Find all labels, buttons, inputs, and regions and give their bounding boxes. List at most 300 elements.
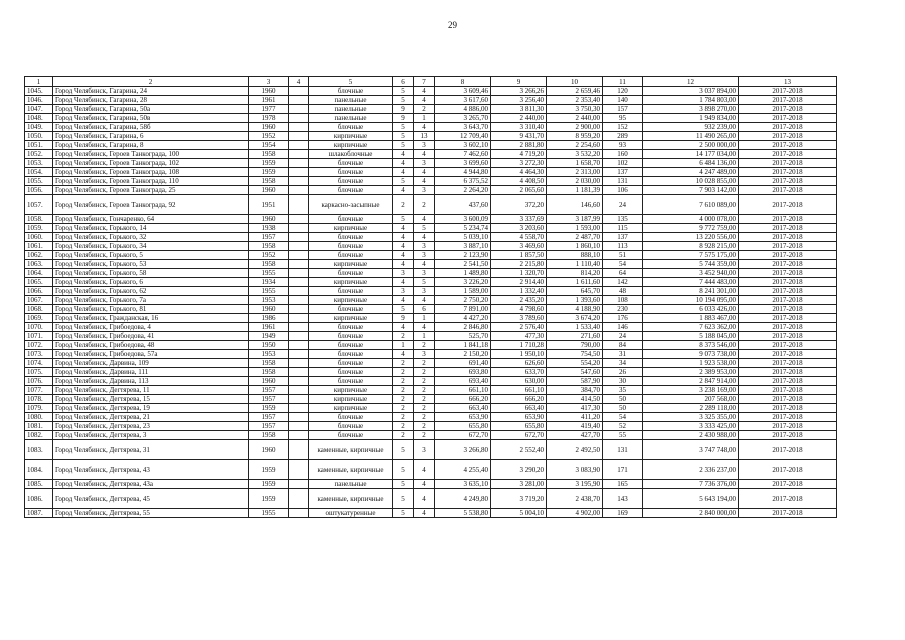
cell-row-index: 1050. — [25, 132, 53, 141]
cell-row-index: 1055. — [25, 177, 53, 186]
cell-entrances: 1 — [414, 114, 435, 123]
cell-address: Город Челябинск, Дарвина, 113 — [53, 377, 249, 386]
cell-build-year: 1959 — [249, 404, 289, 413]
column-header-4: 4 — [289, 77, 309, 87]
cell-floors: 5 — [393, 460, 414, 480]
cell-entrances: 3 — [414, 440, 435, 460]
cell-address: Город Челябинск, Горького, 6 — [53, 278, 249, 287]
cell-wall-material: кирпичные — [309, 278, 393, 287]
cell-build-year: 1961 — [249, 96, 289, 105]
cell-floors: 9 — [393, 314, 414, 323]
cell-wall-material: кирпичные — [309, 296, 393, 305]
table-row — [25, 350, 837, 359]
cell-residential-area: 661,10 — [491, 386, 547, 395]
cell-blank — [289, 386, 309, 395]
cell-address: Город Челябинск, Горького, 62 — [53, 287, 249, 296]
cell-residential-area: 3 811,30 — [491, 105, 547, 114]
cell-blank — [289, 296, 309, 305]
cell-residential-area: 3 789,60 — [491, 314, 547, 323]
cell-private-area: 754,50 — [547, 350, 603, 359]
cell-total-area: 653,90 — [435, 413, 491, 422]
table-row — [25, 132, 837, 141]
cell-residential-area: 372,20 — [491, 195, 547, 215]
cell-repair-period: 2017-2018 — [739, 96, 837, 105]
cell-address: Город Челябинск, Дарвина, 111 — [53, 368, 249, 377]
cell-wall-material: блочные — [309, 87, 393, 96]
cell-wall-material: панельные — [309, 480, 393, 489]
cell-blank — [289, 489, 309, 509]
cell-row-index: 1061. — [25, 242, 53, 251]
cell-repair-cost: 207 568,00 — [643, 395, 739, 404]
cell-row-index: 1072. — [25, 341, 53, 350]
cell-blank — [289, 141, 309, 150]
cell-repair-period: 2017-2018 — [739, 251, 837, 260]
cell-total-area: 2 750,20 — [435, 296, 491, 305]
cell-row-index: 1066. — [25, 287, 53, 296]
cell-repair-cost: 6 033 426,00 — [643, 305, 739, 314]
cell-residents: 176 — [603, 314, 643, 323]
cell-floors: 5 — [393, 480, 414, 489]
cell-blank — [289, 341, 309, 350]
cell-repair-period: 2017-2018 — [739, 395, 837, 404]
cell-residential-area: 3 203,60 — [491, 224, 547, 233]
cell-build-year: 1961 — [249, 323, 289, 332]
cell-residents: 169 — [603, 509, 643, 518]
cell-floors: 2 — [393, 422, 414, 431]
cell-row-index: 1048. — [25, 114, 53, 123]
cell-private-area: 2 900,00 — [547, 123, 603, 132]
cell-wall-material: кирпичные — [309, 141, 393, 150]
cell-wall-material: каркасно-засыпные — [309, 195, 393, 215]
cell-residential-area: 2 440,00 — [491, 114, 547, 123]
cell-row-index: 1046. — [25, 96, 53, 105]
cell-row-index: 1073. — [25, 350, 53, 359]
cell-repair-period: 2017-2018 — [739, 114, 837, 123]
cell-blank — [289, 251, 309, 260]
cell-entrances: 6 — [414, 305, 435, 314]
cell-build-year: 1949 — [249, 332, 289, 341]
cell-private-area: 2 438,70 — [547, 489, 603, 509]
cell-wall-material: блочные — [309, 431, 393, 440]
cell-blank — [289, 186, 309, 195]
cell-wall-material: блочные — [309, 251, 393, 260]
cell-entrances: 4 — [414, 509, 435, 518]
cell-private-area: 2 659,46 — [547, 87, 603, 96]
cell-entrances: 4 — [414, 296, 435, 305]
cell-build-year: 1957 — [249, 395, 289, 404]
table-row — [25, 215, 837, 224]
cell-residential-area: 5 004,10 — [491, 509, 547, 518]
cell-floors: 5 — [393, 123, 414, 132]
table-row — [25, 341, 837, 350]
cell-residents: 115 — [603, 224, 643, 233]
cell-row-index: 1051. — [25, 141, 53, 150]
cell-blank — [289, 278, 309, 287]
cell-residents: 140 — [603, 96, 643, 105]
cell-private-area: 2 492,50 — [547, 440, 603, 460]
cell-private-area: 3 532,20 — [547, 150, 603, 159]
cell-total-area: 2 264,20 — [435, 186, 491, 195]
cell-total-area: 691,40 — [435, 359, 491, 368]
cell-repair-cost: 3 325 355,00 — [643, 413, 739, 422]
cell-entrances: 2 — [414, 395, 435, 404]
cell-entrances: 5 — [414, 278, 435, 287]
cell-repair-cost: 9 073 738,00 — [643, 350, 739, 359]
table-row — [25, 323, 837, 332]
cell-address: Город Челябинск, Горького, 81 — [53, 305, 249, 314]
cell-entrances: 2 — [414, 431, 435, 440]
table-row — [25, 195, 837, 215]
cell-address: Город Челябинск, Гагарина, 50а — [53, 105, 249, 114]
cell-repair-cost: 1 949 834,00 — [643, 114, 739, 123]
cell-total-area: 3 602,10 — [435, 141, 491, 150]
table-row — [25, 186, 837, 195]
cell-address: Город Челябинск, Героев Танкограда, 25 — [53, 186, 249, 195]
cell-residential-area: 3 281,00 — [491, 480, 547, 489]
cell-blank — [289, 413, 309, 422]
cell-repair-cost: 7 623 362,00 — [643, 323, 739, 332]
cell-entrances: 3 — [414, 287, 435, 296]
cell-residents: 165 — [603, 480, 643, 489]
cell-wall-material: блочные — [309, 168, 393, 177]
cell-residential-area: 4 558,70 — [491, 233, 547, 242]
cell-floors: 2 — [393, 395, 414, 404]
cell-row-index: 1074. — [25, 359, 53, 368]
cell-private-area: 1 181,39 — [547, 186, 603, 195]
cell-residents: 230 — [603, 305, 643, 314]
cell-repair-period: 2017-2018 — [739, 141, 837, 150]
cell-wall-material: блочные — [309, 413, 393, 422]
cell-repair-cost: 9 772 759,00 — [643, 224, 739, 233]
cell-repair-period: 2017-2018 — [739, 260, 837, 269]
cell-residents: 24 — [603, 195, 643, 215]
cell-residential-area: 666,20 — [491, 395, 547, 404]
cell-address: Город Челябинск, Дегтярева, 45 — [53, 489, 249, 509]
cell-private-area: 146,60 — [547, 195, 603, 215]
cell-residents: 51 — [603, 251, 643, 260]
cell-entrances: 2 — [414, 377, 435, 386]
cell-residents: 131 — [603, 177, 643, 186]
cell-residential-area: 3 337,69 — [491, 215, 547, 224]
table-row — [25, 489, 837, 509]
cell-blank — [289, 233, 309, 242]
cell-blank — [289, 215, 309, 224]
cell-build-year: 1978 — [249, 114, 289, 123]
cell-blank — [289, 509, 309, 518]
cell-private-area: 2 313,00 — [547, 168, 603, 177]
cell-residents: 95 — [603, 114, 643, 123]
cell-residents: 120 — [603, 87, 643, 96]
cell-blank — [289, 260, 309, 269]
cell-address: Город Челябинск, Дегтярева, 21 — [53, 413, 249, 422]
cell-repair-cost: 1 883 467,00 — [643, 314, 739, 323]
cell-repair-period: 2017-2018 — [739, 269, 837, 278]
cell-wall-material: кирпичные — [309, 260, 393, 269]
cell-row-index: 1068. — [25, 305, 53, 314]
table-row — [25, 114, 837, 123]
cell-address: Город Челябинск, Дегтярева, 23 — [53, 422, 249, 431]
cell-private-area: 2 440,00 — [547, 114, 603, 123]
cell-build-year: 1977 — [249, 105, 289, 114]
cell-address: Город Челябинск, Гагарина, 24 — [53, 87, 249, 96]
table-row — [25, 359, 837, 368]
cell-total-area: 3 265,70 — [435, 114, 491, 123]
cell-wall-material: блочные — [309, 186, 393, 195]
cell-row-index: 1064. — [25, 269, 53, 278]
column-header-8: 8 — [435, 77, 491, 87]
cell-floors: 1 — [393, 341, 414, 350]
cell-total-area: 7 462,60 — [435, 150, 491, 159]
cell-address: Город Челябинск, Горького, 58 — [53, 269, 249, 278]
cell-repair-period: 2017-2018 — [739, 168, 837, 177]
cell-floors: 5 — [393, 96, 414, 105]
cell-address: Город Челябинск, Дегтярева, 55 — [53, 509, 249, 518]
cell-entrances: 2 — [414, 359, 435, 368]
cell-blank — [289, 96, 309, 105]
cell-repair-cost: 3 037 894,00 — [643, 87, 739, 96]
cell-residents: 93 — [603, 141, 643, 150]
table-row — [25, 422, 837, 431]
cell-address: Город Челябинск, Дегтярева, 19 — [53, 404, 249, 413]
cell-entrances: 3 — [414, 350, 435, 359]
cell-total-area: 3 266,80 — [435, 440, 491, 460]
cell-build-year: 1955 — [249, 287, 289, 296]
cell-address: Город Челябинск, Дарвина, 109 — [53, 359, 249, 368]
table-row — [25, 96, 837, 105]
cell-private-area: 3 750,30 — [547, 105, 603, 114]
cell-entrances: 13 — [414, 132, 435, 141]
cell-floors: 5 — [393, 440, 414, 460]
cell-private-area: 271,60 — [547, 332, 603, 341]
cell-wall-material: блочные — [309, 233, 393, 242]
cell-address: Город Челябинск, Горького, 32 — [53, 233, 249, 242]
cell-repair-cost: 5 744 359,00 — [643, 260, 739, 269]
cell-floors: 2 — [393, 431, 414, 440]
cell-private-area: 384,70 — [547, 386, 603, 395]
cell-private-area: 8 959,20 — [547, 132, 603, 141]
cell-wall-material: кирпичные — [309, 132, 393, 141]
cell-total-area: 663,40 — [435, 404, 491, 413]
cell-private-area: 645,70 — [547, 287, 603, 296]
cell-residents: 143 — [603, 489, 643, 509]
cell-blank — [289, 323, 309, 332]
cell-build-year: 1955 — [249, 509, 289, 518]
cell-repair-cost: 1 784 803,00 — [643, 96, 739, 105]
cell-address: Город Челябинск, Гончаренко, 64 — [53, 215, 249, 224]
cell-build-year: 1960 — [249, 377, 289, 386]
cell-build-year: 1958 — [249, 260, 289, 269]
cell-total-area: 4 249,80 — [435, 489, 491, 509]
cell-total-area: 525,70 — [435, 332, 491, 341]
table-row — [25, 332, 837, 341]
cell-total-area: 437,60 — [435, 195, 491, 215]
cell-build-year: 1953 — [249, 350, 289, 359]
cell-repair-period: 2017-2018 — [739, 422, 837, 431]
cell-floors: 3 — [393, 269, 414, 278]
cell-floors: 4 — [393, 233, 414, 242]
cell-repair-cost: 2 430 988,00 — [643, 431, 739, 440]
cell-wall-material: блочные — [309, 377, 393, 386]
cell-wall-material: каменные, кирпичные — [309, 489, 393, 509]
table-row — [25, 150, 837, 159]
cell-repair-period: 2017-2018 — [739, 195, 837, 215]
cell-wall-material: блочные — [309, 323, 393, 332]
cell-private-area: 427,70 — [547, 431, 603, 440]
cell-private-area: 2 487,70 — [547, 233, 603, 242]
column-header-3: 3 — [249, 77, 289, 87]
cell-total-area: 4 886,00 — [435, 105, 491, 114]
cell-residents: 35 — [603, 386, 643, 395]
cell-blank — [289, 159, 309, 168]
cell-address: Город Челябинск, Дегтярева, 43 — [53, 460, 249, 480]
cell-row-index: 1084. — [25, 460, 53, 480]
table-row — [25, 168, 837, 177]
cell-repair-cost: 4 247 489,00 — [643, 168, 739, 177]
cell-residents: 30 — [603, 377, 643, 386]
cell-blank — [289, 224, 309, 233]
cell-blank — [289, 242, 309, 251]
cell-blank — [289, 332, 309, 341]
cell-entrances: 4 — [414, 150, 435, 159]
table-row — [25, 177, 837, 186]
cell-residential-area: 2 065,60 — [491, 186, 547, 195]
cell-entrances: 4 — [414, 215, 435, 224]
cell-residents: 106 — [603, 186, 643, 195]
cell-residential-area: 626,60 — [491, 359, 547, 368]
cell-entrances: 4 — [414, 489, 435, 509]
cell-build-year: 1955 — [249, 269, 289, 278]
cell-floors: 5 — [393, 489, 414, 509]
cell-floors: 2 — [393, 368, 414, 377]
cell-address: Город Челябинск, Дегтярева, 15 — [53, 395, 249, 404]
cell-residents: 54 — [603, 413, 643, 422]
cell-repair-cost: 3 333 425,00 — [643, 422, 739, 431]
cell-repair-cost: 8 241 301,00 — [643, 287, 739, 296]
cell-repair-period: 2017-2018 — [739, 377, 837, 386]
cell-repair-period: 2017-2018 — [739, 480, 837, 489]
cell-private-area: 1 533,40 — [547, 323, 603, 332]
cell-row-index: 1054. — [25, 168, 53, 177]
cell-residents: 137 — [603, 233, 643, 242]
cell-residential-area: 3 290,20 — [491, 460, 547, 480]
column-header-1: 1 — [25, 77, 53, 87]
cell-total-area: 661,10 — [435, 386, 491, 395]
cell-wall-material: блочные — [309, 123, 393, 132]
cell-build-year: 1957 — [249, 422, 289, 431]
cell-residents: 84 — [603, 341, 643, 350]
cell-blank — [289, 87, 309, 96]
cell-repair-period: 2017-2018 — [739, 341, 837, 350]
cell-blank — [289, 480, 309, 489]
cell-floors: 2 — [393, 359, 414, 368]
cell-blank — [289, 132, 309, 141]
cell-wall-material: панельные — [309, 114, 393, 123]
cell-address: Город Челябинск, Грибоедова, 41 — [53, 332, 249, 341]
page-number: 29 — [448, 20, 457, 30]
cell-residents: 135 — [603, 215, 643, 224]
cell-private-area: 587,90 — [547, 377, 603, 386]
cell-wall-material: кирпичные — [309, 404, 393, 413]
cell-floors: 5 — [393, 87, 414, 96]
cell-total-area: 5 538,80 — [435, 509, 491, 518]
cell-residential-area: 3 272,30 — [491, 159, 547, 168]
cell-wall-material: блочные — [309, 215, 393, 224]
table-row — [25, 260, 837, 269]
cell-wall-material: блочные — [309, 242, 393, 251]
cell-private-area: 1 393,60 — [547, 296, 603, 305]
cell-total-area: 3 617,60 — [435, 96, 491, 105]
table-row — [25, 480, 837, 489]
cell-row-index: 1078. — [25, 395, 53, 404]
cell-private-area: 1 860,10 — [547, 242, 603, 251]
cell-address: Город Челябинск, Гагарина, 8 — [53, 141, 249, 150]
column-header-12: 12 — [643, 77, 739, 87]
cell-row-index: 1057. — [25, 195, 53, 215]
cell-row-index: 1045. — [25, 87, 53, 96]
cell-entrances: 4 — [414, 323, 435, 332]
cell-floors: 4 — [393, 251, 414, 260]
table-body — [25, 87, 837, 518]
cell-row-index: 1082. — [25, 431, 53, 440]
column-header-7: 7 — [414, 77, 435, 87]
cell-build-year: 1958 — [249, 177, 289, 186]
cell-residential-area: 653,90 — [491, 413, 547, 422]
cell-repair-cost: 2 847 914,00 — [643, 377, 739, 386]
cell-address: Город Челябинск, Дегтярева, 11 — [53, 386, 249, 395]
cell-row-index: 1080. — [25, 413, 53, 422]
cell-total-area: 3 635,10 — [435, 480, 491, 489]
cell-blank — [289, 404, 309, 413]
cell-blank — [289, 440, 309, 460]
cell-repair-period: 2017-2018 — [739, 159, 837, 168]
cell-total-area: 3 699,60 — [435, 159, 491, 168]
cell-row-index: 1047. — [25, 105, 53, 114]
cell-wall-material: кирпичные — [309, 224, 393, 233]
cell-address: Город Челябинск, Гражданская, 16 — [53, 314, 249, 323]
table-row — [25, 386, 837, 395]
table-row — [25, 395, 837, 404]
cell-floors: 4 — [393, 224, 414, 233]
table-row — [25, 509, 837, 518]
cell-residential-area: 1 857,50 — [491, 251, 547, 260]
cell-blank — [289, 168, 309, 177]
cell-build-year: 1959 — [249, 159, 289, 168]
cell-address: Город Челябинск, Горького, 5 — [53, 251, 249, 260]
cell-floors: 4 — [393, 186, 414, 195]
cell-address: Город Челябинск, Гагарина, 6 — [53, 132, 249, 141]
cell-build-year: 1958 — [249, 368, 289, 377]
cell-repair-period: 2017-2018 — [739, 233, 837, 242]
cell-repair-cost: 2 389 953,00 — [643, 368, 739, 377]
cell-row-index: 1067. — [25, 296, 53, 305]
cell-build-year: 1953 — [249, 296, 289, 305]
cell-residential-area: 9 431,70 — [491, 132, 547, 141]
cell-blank — [289, 195, 309, 215]
table-row — [25, 123, 837, 132]
cell-private-area: 411,20 — [547, 413, 603, 422]
cell-entrances: 5 — [414, 224, 435, 233]
cell-residents: 50 — [603, 404, 643, 413]
cell-residential-area: 1 950,10 — [491, 350, 547, 359]
cell-build-year: 1938 — [249, 224, 289, 233]
cell-repair-cost: 4 000 078,00 — [643, 215, 739, 224]
cell-residents: 146 — [603, 323, 643, 332]
cell-floors: 4 — [393, 168, 414, 177]
cell-floors: 4 — [393, 350, 414, 359]
cell-private-area: 888,10 — [547, 251, 603, 260]
cell-total-area: 3 609,46 — [435, 87, 491, 96]
cell-entrances: 2 — [414, 341, 435, 350]
